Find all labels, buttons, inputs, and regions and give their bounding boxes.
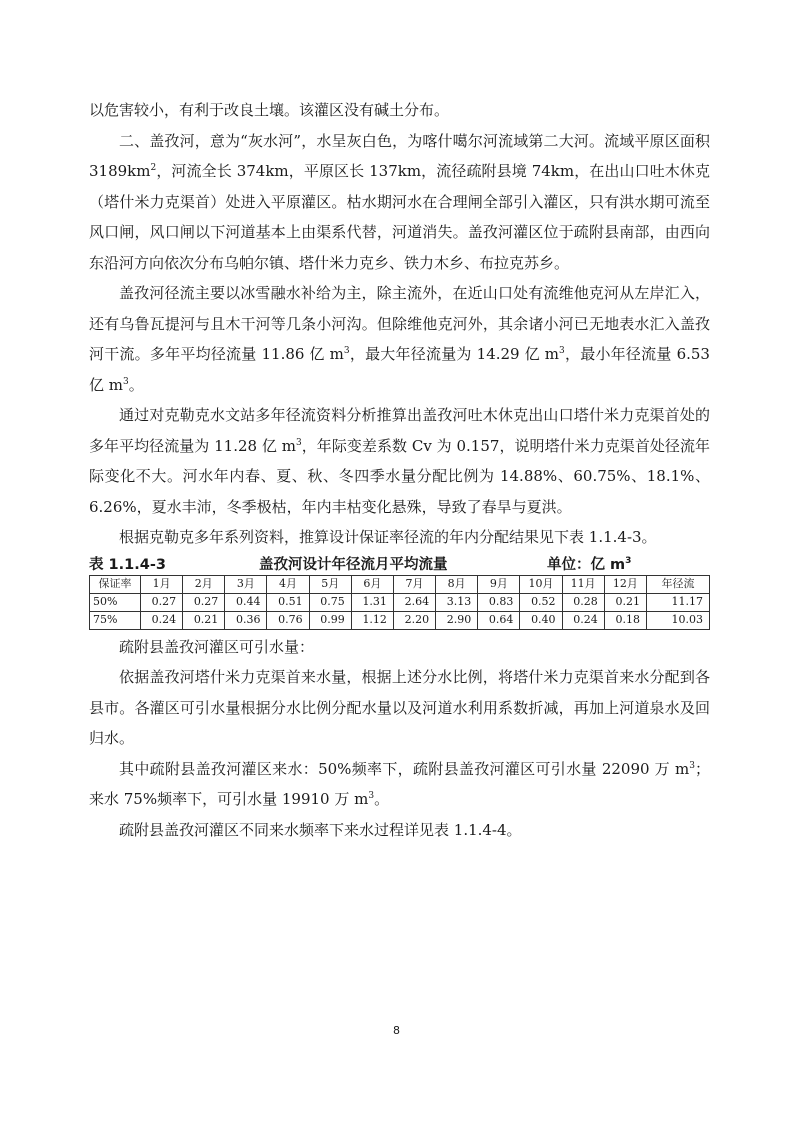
table-cell: 0.21	[183, 611, 225, 629]
table-header-cell: 8月	[436, 575, 478, 593]
table-cell: 2.20	[393, 611, 435, 629]
paragraph-allocation-method: 依据盖孜河塔什米力克渠首来水量，根据上述分水比例，将塔什米力克渠首来水分配到各县市。各灌区可引水量根据分水比例分配水量以及河道水利用系数折减，再加上河道泉水及回归水。	[89, 668, 710, 747]
table-cell: 0.24	[141, 611, 183, 629]
table-caption	[89, 555, 710, 575]
table-cell: 2.90	[436, 611, 478, 629]
table-cell: 0.76	[267, 611, 309, 629]
page-number: 8	[393, 1024, 400, 1037]
table-cell: 0.99	[309, 611, 351, 629]
table-header-cell: 1月	[141, 575, 183, 593]
table-cell: 0.28	[562, 593, 604, 611]
table-cell: 0.36	[225, 611, 267, 629]
table-row	[90, 611, 710, 629]
paragraph-shufu-water-volume: 其中疏附县盖孜河灌区来水：50%频率下，疏附县盖孜河灌区可引水量 22090 万 $m^3$；来水 75%频率下，可引水量 19910 万 $m^3$。	[89, 759, 710, 808]
table-header-cell: 9月	[478, 575, 520, 593]
table-cell: 1.31	[351, 593, 393, 611]
table-header-cell: 6月	[351, 575, 393, 593]
table-cell: 10.03	[647, 611, 710, 629]
page-content	[89, 95, 710, 845]
table-cell: 0.40	[520, 611, 562, 629]
table-header-cell: 5月	[309, 575, 351, 593]
table-header-cell: 10月	[520, 575, 562, 593]
table-cell: 0.52	[520, 593, 562, 611]
paragraph-runoff-supply: 盖孜河径流主要以冰雪融水补给为主，除主流外，在近山口处有流维他克河从左岸汇入，还有乌鲁瓦提河与且木干河等几条小河沟。但除维他克河外，其余诸小河已无地表水汇入盖孜河干流。多年平均径流量 11.86 亿 $m^3$，最大年径流量为 14.29 亿 $m^3$，最小年径流量 6.53 亿 $m^3$。	[89, 284, 710, 394]
table-cell: 0.21	[604, 593, 646, 611]
table-header-cell: 7月	[393, 575, 435, 593]
table-cell: 0.44	[225, 593, 267, 611]
paragraph-gaizi-river-overview: 二、盖孜河，意为“灰水河”，水呈灰白色，为喀什噶尔河流域第二大河。流域平原区面积 $3189km^2$，河流全长 374km，平原区长 137km，流径疏附县境 74km，在出山口吐木休克（塔什米力克渠首）处进入平原灌区。枯水期河水在合理闸全部引入灌区，只有洪水期可流至风口闸，风口闸以下河道基本上由渠系代替，河道消失。盖孜河灌区位于疏附县南部，由西向东沿河方向依次分布乌帕尔镇、塔什米力克乡、铁力木乡、布拉克苏乡。	[89, 131, 710, 272]
table-cell: 50%	[90, 593, 141, 611]
table-cell: 1.12	[351, 611, 393, 629]
table-unit: 单位：亿 $m^3$	[547, 555, 632, 573]
table-row	[90, 593, 710, 611]
table-title: 盖孜河设计年径流月平均流量	[259, 556, 448, 573]
table-cell: 2.64	[393, 593, 435, 611]
paragraph-soil-note: 以危害较小，有利于改良土壤。该灌区没有碱土分布。	[89, 101, 450, 119]
table-cell: 0.83	[478, 593, 520, 611]
paragraph-table-reference: 疏附县盖孜河灌区不同来水频率下来水过程详见表 1.1.4-4。	[119, 820, 522, 839]
table-header-cell: 年径流	[647, 575, 710, 593]
table-header-cell: 3月	[225, 575, 267, 593]
table-cell: 3.13	[436, 593, 478, 611]
table-cell: 0.51	[267, 593, 309, 611]
table-header-cell: 2月	[183, 575, 225, 593]
table-header-cell: 11月	[562, 575, 604, 593]
table-cell: 0.64	[478, 611, 520, 629]
table-header-cell: 保证率	[90, 575, 141, 593]
table-cell: 75%	[90, 611, 141, 629]
table-cell: 0.24	[562, 611, 604, 629]
table-cell: 0.18	[604, 611, 646, 629]
paragraph-table-intro: 根据克勒克多年系列资料，推算设计保证率径流的年内分配结果见下表 1.1.4-3。	[119, 528, 657, 546]
paragraph-hydrology-analysis: 通过对克勒克水文站多年径流资料分析推算出盖孜河吐木休克出山口塔什米力克渠首处的多年平均径流量为 11.28 亿 $m^3$，年际变差系数 Cv 为 0.157，说明塔什米力克渠首处径流年际变化不大。河水年内春、夏、秋、冬四季水量分配比例为 14.88%、60.75%、18.1%、6.26%，夏水丰沛，冬季极枯，年内丰枯变化悬殊，导致了春旱与夏洪。	[89, 406, 710, 516]
paragraph-shufu-water-heading: 疏附县盖孜河灌区可引水量：	[119, 637, 315, 656]
table-header-row	[90, 575, 710, 593]
table-header-cell: 12月	[604, 575, 646, 593]
table-number: 表 1.1.4-3	[89, 556, 166, 573]
monthly-runoff-table	[89, 575, 710, 630]
table-cell: 0.27	[141, 593, 183, 611]
table-header-cell: 4月	[267, 575, 309, 593]
table-cell: 0.27	[183, 593, 225, 611]
table-cell: 11.17	[647, 593, 710, 611]
table-cell: 0.75	[309, 593, 351, 611]
